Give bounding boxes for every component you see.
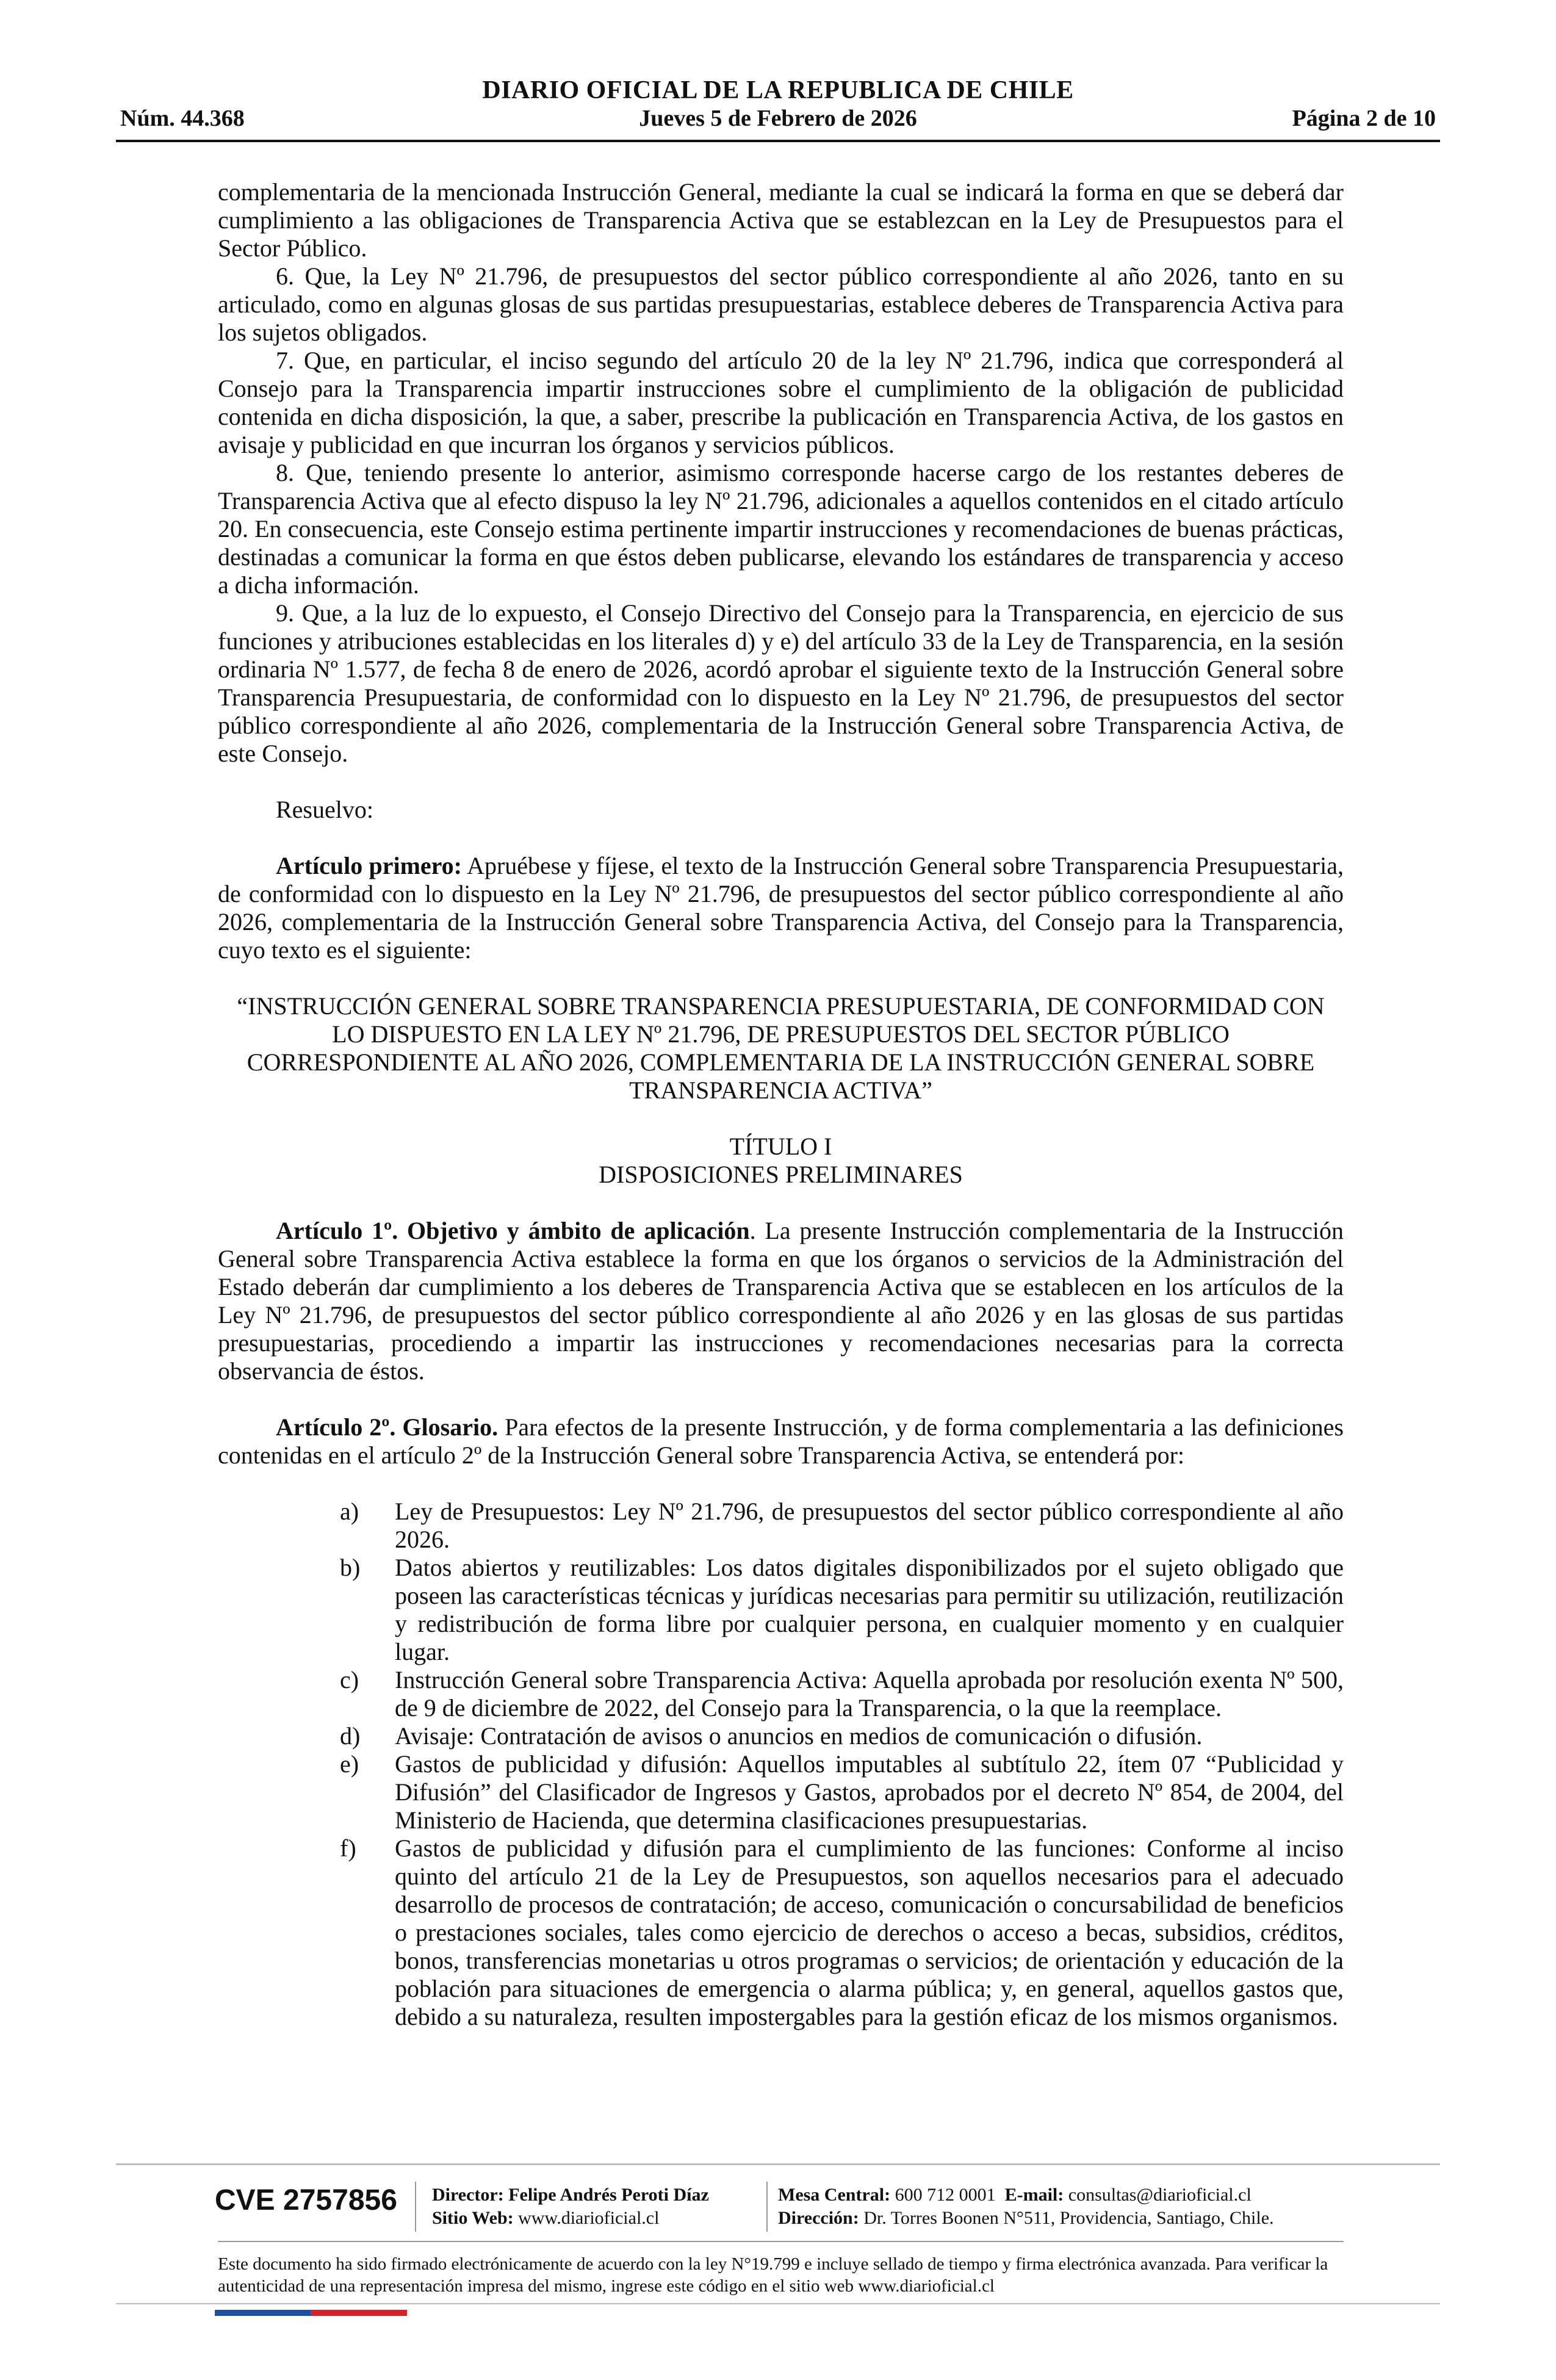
list-item-marker: b) — [340, 1554, 361, 1581]
list-item — [218, 1722, 1344, 1750]
paragraph-8: 8. Que, teniendo presente lo anterior, asimismo corresponde hacerse cargo de los restantes deberes de Transparencia Activa que al efecto dispuso la ley Nº 21.796, adicionales a aquellos contenidos en el citado artículo 20. En consecuencia, este Consejo estima pertinente impartir instrucciones y recomendaciones de buenas prácticas, destinadas a comunicar la forma en que éstos deben publicarse, elevando los estándares de transparencia y acceso a dicha información. — [218, 459, 1344, 599]
instruccion-title: “INSTRUCCIÓN GENERAL SOBRE TRANSPARENCIA PRESUPUESTARIA, DE CONFORMIDAD CON LO DISPUESTO EN LA LEY Nº 21.796, DE PRESUPUESTOS DEL SECTOR PÚBLICO CORRESPONDIENTE AL AÑO 2026, COMPLEMENTARIA DE LA INSTRUCCIÓN GENERAL SOBRE TRANSPARENCIA ACTIVA” — [237, 992, 1325, 1104]
footer-contact-block — [778, 2183, 1274, 2230]
footer-divider-top — [116, 2163, 1440, 2165]
director-label: Director: — [432, 2185, 504, 2205]
website-line — [432, 2207, 709, 2230]
resuelvo-heading: Resuelvo: — [276, 796, 373, 823]
list-item-marker: d) — [340, 1722, 361, 1750]
list-item — [218, 1498, 1344, 1554]
titulo-subheading: DISPOSICIONES PRELIMINARES — [599, 1161, 963, 1188]
email-label: E-mail: — [1004, 2185, 1064, 2205]
address-value: Dr. Torres Boonen N°511, Providencia, Santiago, Chile. — [863, 2208, 1274, 2228]
address-line — [778, 2207, 1274, 2230]
footer-divider-bottom — [116, 2303, 1440, 2304]
list-item-text: Ley de Presupuestos: Ley Nº 21.796, de presupuestos del sector público correspondiente al año 2026. — [395, 1498, 1344, 1553]
footer-divider-middle — [218, 2241, 1344, 2242]
contact-line — [778, 2183, 1274, 2207]
list-item-marker: c) — [340, 1666, 359, 1693]
articulo-2-label: Artículo 2º. Glosario. — [276, 1413, 499, 1441]
footer-separator — [766, 2182, 768, 2232]
articulo-primero-label: Artículo primero: — [276, 852, 462, 879]
paragraph-7: 7. Que, en particular, el inciso segundo del artículo 20 de la ley Nº 21.796, indica que corresponderá al Consejo para la Transparencia impartir instrucciones sobre el cumplimiento de la obligación de publicidad contenida en dicha disposición, la que, a saber, prescribe la publicación en Transparencia Activa, de los gastos en avisaje y publicidad en que incurran los órganos y servicios públicos. — [218, 347, 1344, 458]
list-item-marker: a) — [340, 1498, 359, 1525]
paragraph-9: 9. Que, a la luz de lo expuesto, el Consejo Directivo del Consejo para la Transparencia, en ejercicio de sus funciones y atribuciones establecidas en los literales d) y e) del artículo 33 de la Ley de Transparencia, en la sesión ordinaria Nº 1.577, de fecha 8 de enero de 2026, acordó aprobar el siguiente texto de la Instrucción General sobre Transparencia Presupuestaria, de conformidad con lo dispuesto en la Ley Nº 21.796, de presupuestos del sector público correspondiente al año 2026, complementaria de la Instrucción General sobre Transparencia Activa, de este Consejo. — [218, 599, 1344, 767]
flag-stripe — [215, 2310, 407, 2316]
list-item-text: Gastos de publicidad y difusión para el cumplimiento de las funciones: Conforme al inciso quinto del artículo 21 de la Ley de Presupuestos, son aquellos necesarios para el adecuado desarrollo de procesos de contratación; de acceso, comunicación o concursabilidad de beneficios o prestaciones sociales, tales como ejercicio de derechos o acceso a becas, subsidios, créditos, bonos, transferencias monetarias u otros programas o servicios; de orientación y educación de la población para situaciones de emergencia o alarma pública; y, en general, aquellos gastos que, debido a su naturaleza, resulten impostergables para la gestión eficaz de los mismos organismos. — [395, 1834, 1344, 2030]
issue-date: Jueves 5 de Febrero de 2026 — [639, 106, 917, 131]
articulo-primero — [218, 852, 1344, 964]
flag-blue-bar — [215, 2310, 311, 2316]
articulo-1 — [218, 1217, 1344, 1385]
list-item-marker: f) — [340, 1834, 356, 1862]
list-item-text: Gastos de publicidad y difusión: Aquellos imputables al subtítulo 22, ítem 07 “Publicidad y Difusión” del Clasificador de Ingresos y Gastos, aprobados por el decreto Nº 854, de 2004, del Ministerio de Hacienda, que determina clasificaciones presupuestarias. — [395, 1750, 1344, 1834]
website-link[interactable]: www.diarioficial.cl — [518, 2208, 660, 2228]
glossary-list — [218, 1498, 1344, 2031]
paragraph-6: 6. Que, la Ley Nº 21.796, de presupuestos del sector público correspondiente al año 2026, tanto en su articulado, como en algunas glosas de sus partidas presupuestarias, establece deberes de Transparencia Activa para los sujetos obligados. — [218, 262, 1344, 346]
mesa-label: Mesa Central: — [778, 2185, 891, 2205]
articulo-2 — [218, 1413, 1344, 1469]
document-body — [218, 178, 1344, 2031]
list-item — [218, 1554, 1344, 1666]
list-item-text: Instrucción General sobre Transparencia Activa: Aquella aprobada por resolución exenta Nº 500, de 9 de diciembre de 2022, del Consejo para la Transparencia, o la que la reemplace. — [395, 1666, 1344, 1722]
articulo-1-text: . La presente Instrucción complementaria de la Instrucción General sobre Transparencia Activa establece la forma en que los órganos o servicios de la Administración del Estado deberán dar cumplimiento a los deberes de Transparencia Activa que se establecen en los artículos de la Ley Nº 21.796, de presupuestos del sector público correspondiente al año 2026 y en las glosas de sus partidas presupuestarias, procediendo a impartir las instrucciones y recomendaciones necesarias para la correcta observancia de éstos. — [218, 1217, 1344, 1385]
articulo-2-text: Para efectos de la presente Instrucción, y de forma complementaria a las definiciones contenidas en el artículo 2º de la Instrucción General sobre Transparencia Activa, se entenderá por: — [218, 1413, 1344, 1469]
footer-separator — [415, 2182, 416, 2232]
signature-note: Este documento ha sido firmado electrónicamente de acuerdo con la ley N°19.799 e incluye sellado de tiempo y firma electrónica avanzada. Para verificar la autenticidad de una representación impresa del mismo, ingrese este código en el sitio web www.diarioficial.cl — [218, 2254, 1328, 2296]
list-item-text: Avisaje: Contratación de avisos o anuncios en medios de comunicación o difusión. — [395, 1722, 1203, 1750]
cve-code: CVE 2757856 — [215, 2184, 397, 2216]
list-item-marker: e) — [340, 1750, 359, 1778]
list-item — [218, 1834, 1344, 2031]
email-link[interactable]: consultas@diarioficial.cl — [1068, 2185, 1252, 2205]
mesa-phone: 600 712 0001 — [895, 2185, 996, 2205]
header-divider — [116, 140, 1440, 142]
director-line — [432, 2183, 709, 2207]
articulo-primero-text: Apruébese y fíjese, el texto de la Instrucción General sobre Transparencia Presupuestaria, de conformidad con lo dispuesto en la Ley Nº 21.796, de presupuestos del sector público correspondiente al año 2026, complementaria de la Instrucción General sobre Transparencia Activa, del Consejo para la Transparencia, cuyo texto es el siguiente: — [218, 852, 1344, 964]
footer-director-block — [432, 2183, 709, 2230]
director-name: Felipe Andrés Peroti Díaz — [508, 2185, 709, 2205]
address-label: Dirección: — [778, 2208, 859, 2228]
paragraph-continuation: complementaria de la mencionada Instrucción General, mediante la cual se indicará la forma en que se deberá dar cumplimiento a las obligaciones de Transparencia Activa que se establezcan en la Ley de Presupuestos para el Sector Público. — [218, 178, 1344, 262]
titulo-heading: TÍTULO I — [729, 1133, 832, 1160]
website-label: Sitio Web: — [432, 2208, 514, 2228]
newspaper-title: DIARIO OFICIAL DE LA REPUBLICA DE CHILE — [482, 76, 1074, 104]
list-item — [218, 1750, 1344, 1834]
issue-number: Núm. 44.368 — [120, 106, 245, 131]
articulo-1-label: Artículo 1º. Objetivo y ámbito de aplicación — [276, 1217, 750, 1244]
list-item-text: Datos abiertos y reutilizables: Los datos digitales disponibilizados por el sujeto obligado que poseen las características técnicas y jurídicas necesarias para permitir su utilización, reutilización y redistribución de forma libre por cualquier persona, en cualquier momento y en cualquier lugar. — [395, 1554, 1344, 1665]
flag-red-bar — [311, 2310, 407, 2316]
page-indicator: Página 2 de 10 — [1292, 106, 1436, 131]
list-item — [218, 1666, 1344, 1722]
